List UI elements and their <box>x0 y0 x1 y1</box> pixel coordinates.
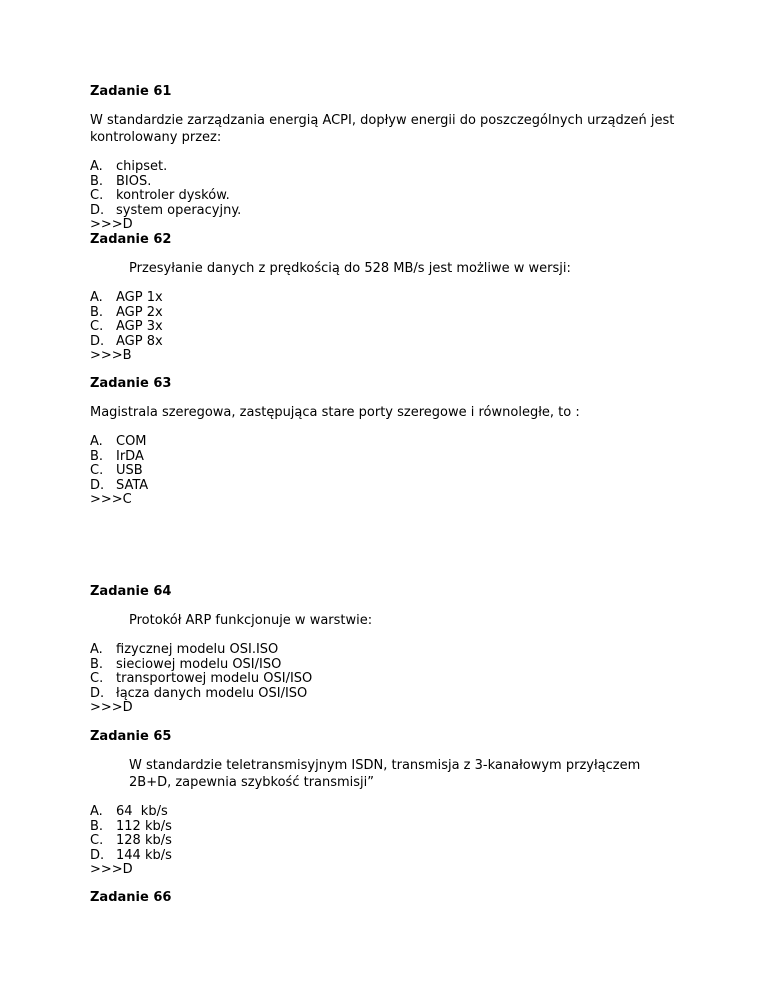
option-text: COM <box>116 434 147 449</box>
task-question: W standardzie zarządzania energią ACPI, dopływ energii do poszczególnych urządzeń jest kontrolowany przez: <box>90 113 675 145</box>
option-b <box>90 820 690 835</box>
option-letter: A. <box>90 434 103 449</box>
task-question: Protokół ARP funkcjonuje w warstwie: <box>129 613 373 628</box>
options-list <box>90 435 690 493</box>
option-a <box>90 805 690 820</box>
option-text: 112 kb/s <box>116 818 172 834</box>
option-text: sieciowej modelu OSI/ISO <box>116 656 282 672</box>
option-text: kontroler dysków. <box>116 188 230 203</box>
task-title: Zadanie 62 <box>90 232 172 247</box>
task-64 <box>90 584 690 716</box>
option-d <box>90 479 690 494</box>
option-letter: D. <box>90 477 105 493</box>
option-text: AGP 8x <box>116 333 163 349</box>
task-63 <box>90 376 690 508</box>
option-letter: B. <box>90 656 104 672</box>
task-title: Zadanie 63 <box>90 376 172 391</box>
option-letter: D. <box>90 333 105 349</box>
answer-line: >>>C <box>90 492 132 507</box>
option-c <box>90 672 690 687</box>
option-text: 64 kb/s <box>116 804 168 819</box>
option-d <box>90 335 690 350</box>
option-text: 128 kb/s <box>116 833 172 848</box>
option-letter: B. <box>90 448 104 464</box>
task-title: Zadanie 64 <box>90 584 172 599</box>
answer-line: >>>D <box>90 862 133 877</box>
task-title: Zadanie 66 <box>90 890 172 905</box>
option-a <box>90 435 690 450</box>
option-letter: B. <box>90 173 104 189</box>
option-letter: C. <box>90 833 104 848</box>
option-c <box>90 320 690 335</box>
option-text: AGP 2x <box>116 304 163 320</box>
task-65 <box>90 729 690 878</box>
option-b <box>90 175 690 190</box>
option-text: łącza danych modelu OSI/ISO <box>116 685 308 701</box>
answer-line: >>>D <box>90 217 133 232</box>
options-list <box>90 643 690 701</box>
options-list <box>90 160 690 218</box>
option-letter: A. <box>90 642 103 657</box>
option-text: system operacyjny. <box>116 202 242 218</box>
task-question: W standardzie teletransmisyjnym ISDN, transmisja z 3-kanałowym przyłączem 2B+D, zapewnia szybkość transmisji” <box>129 758 641 790</box>
task-question: Przesyłanie danych z prędkością do 528 MB/s jest możliwe w wersji: <box>129 261 571 276</box>
option-b <box>90 450 690 465</box>
options-list <box>90 805 690 863</box>
option-text: IrDA <box>116 448 144 464</box>
option-text: chipset. <box>116 159 168 174</box>
option-text: transportowej modelu OSI/ISO <box>116 671 313 686</box>
option-d <box>90 687 690 702</box>
option-text: USB <box>116 463 143 478</box>
option-letter: D. <box>90 685 105 701</box>
option-text: fizycznej modelu OSI.ISO <box>116 642 279 657</box>
option-d <box>90 849 690 864</box>
option-c <box>90 464 690 479</box>
options-list <box>90 291 690 349</box>
option-text: 144 kb/s <box>116 847 172 863</box>
option-letter: A. <box>90 290 103 305</box>
task-title: Zadanie 65 <box>90 729 172 744</box>
task-61 <box>90 84 690 233</box>
answer-line: >>>D <box>90 700 133 715</box>
task-66 <box>90 890 690 906</box>
option-text: BIOS. <box>116 173 152 189</box>
option-a <box>90 643 690 658</box>
task-question: Magistrala szeregowa, zastępująca stare porty szeregowe i równoległe, to : <box>90 405 580 420</box>
option-text: SATA <box>116 477 149 493</box>
option-c <box>90 189 690 204</box>
option-text: AGP 3x <box>116 319 163 334</box>
option-letter: A. <box>90 804 103 819</box>
option-d <box>90 204 690 219</box>
option-letter: C. <box>90 319 104 334</box>
option-a <box>90 160 690 175</box>
task-62 <box>90 232 690 364</box>
option-letter: D. <box>90 847 105 863</box>
option-letter: D. <box>90 202 105 218</box>
option-letter: B. <box>90 818 104 834</box>
option-letter: B. <box>90 304 104 320</box>
option-b <box>90 658 690 673</box>
option-letter: C. <box>90 671 104 686</box>
answer-line: >>>B <box>90 348 132 363</box>
option-letter: C. <box>90 188 104 203</box>
option-c <box>90 834 690 849</box>
task-title: Zadanie 61 <box>90 84 172 99</box>
option-letter: C. <box>90 463 104 478</box>
option-a <box>90 291 690 306</box>
option-text: AGP 1x <box>116 290 163 305</box>
option-b <box>90 306 690 321</box>
option-letter: A. <box>90 159 103 174</box>
